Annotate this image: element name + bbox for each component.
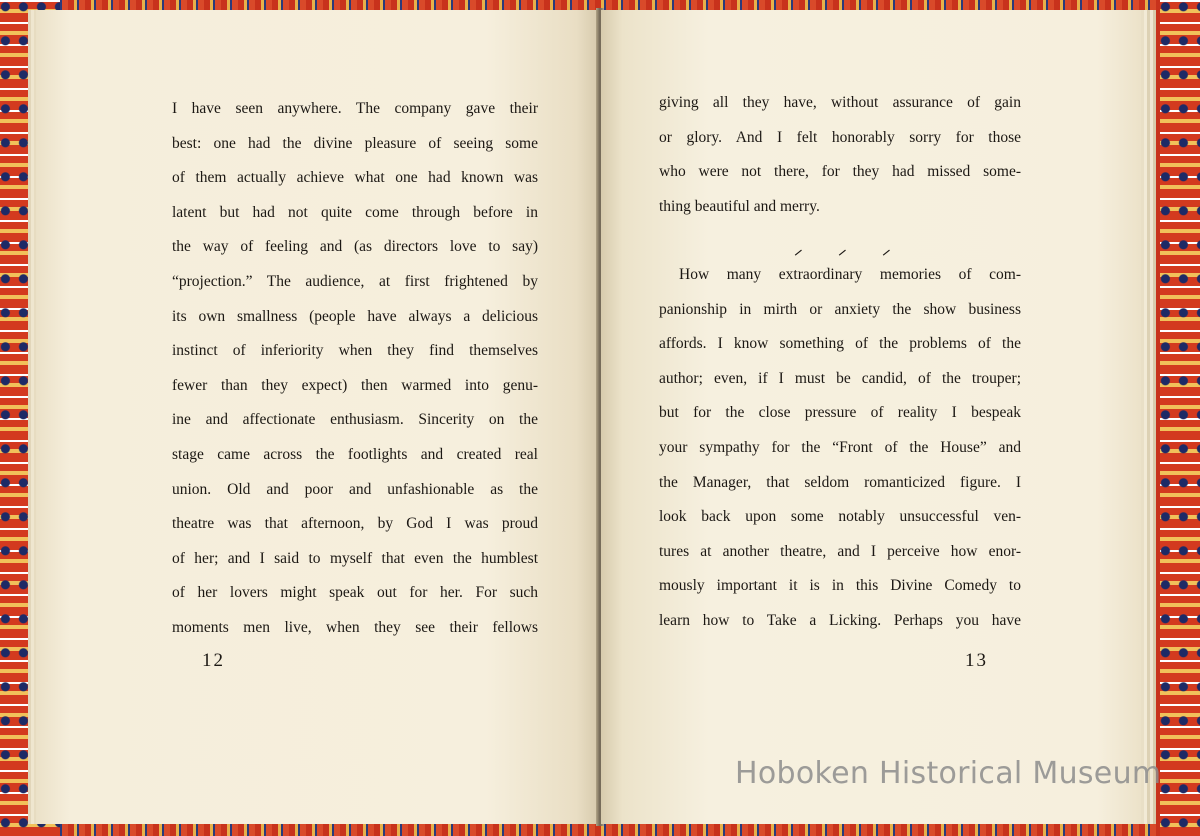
text-line: affords. I know something of the problems of the <box>659 335 1021 353</box>
section-ornament: ⸍ <box>837 249 844 264</box>
text-line: of them actually achieve what one had known was <box>172 169 538 187</box>
museum-watermark: Hoboken Historical Museum <box>735 756 1162 791</box>
text-line: or glory. And I felt honorably sorry for those <box>659 128 1021 146</box>
text-line: moments men live, when they see their fellows <box>172 619 538 636</box>
text-line: its own smallness (people have always a delicious <box>172 307 538 325</box>
left-page <box>36 10 599 824</box>
text-line: look back upon some notably unsuccessful ven- <box>659 508 1021 526</box>
text-line: giving all they have, without assurance of gain <box>659 94 1021 111</box>
text-line: your sympathy for the “Front of the House” and <box>659 439 1021 456</box>
section-ornament: ⸍ <box>793 249 800 264</box>
text-line: the way of feeling and (as directors love to say) <box>172 238 538 256</box>
text-line: “projection.” The audience, at first frightened by <box>172 273 538 290</box>
text-line: I have seen anywhere. The company gave their <box>172 100 538 117</box>
text-line: tures at another theatre, and I perceive how enor- <box>659 542 1021 560</box>
text-line: author; even, if I must be candid, of the trouper; <box>659 369 1021 387</box>
text-line: ine and affectionate enthusiasm. Sincerity on the <box>172 411 538 429</box>
text-line: latent but had not quite come through before in <box>172 203 538 221</box>
right-page <box>601 10 1141 824</box>
text-line: fewer than they expect) then warmed into genu- <box>172 376 538 394</box>
right-page-number: 13 <box>965 650 988 671</box>
section-ornament: ⸍ <box>881 249 888 264</box>
text-line: How many extraordinary memories of com- <box>679 266 1021 283</box>
text-line: of her; and I said to myself that even the humblest <box>172 549 538 567</box>
left-page-number: 12 <box>202 650 225 671</box>
text-line: instinct of inferiority when they find themselves <box>172 342 538 360</box>
text-line: the Manager, that seldom romanticized figure. I <box>659 473 1021 491</box>
text-line: theatre was that afternoon, by God I was proud <box>172 515 538 533</box>
text-line: stage came across the footlights and created real <box>172 446 538 463</box>
text-line: panionship in mirth or anxiety the show business <box>659 300 1021 318</box>
text-line: mously important it is in this Divine Comedy to <box>659 577 1021 595</box>
text-line: but for the close pressure of reality I bespeak <box>659 404 1021 422</box>
text-line: thing beautiful and merry. <box>659 197 820 215</box>
text-line: who were not there, for they had missed some- <box>659 163 1021 181</box>
text-line: of her lovers might speak out for her. For such <box>172 584 538 602</box>
text-line: union. Old and poor and unfashionable as the <box>172 480 538 498</box>
text-line: learn how to Take a Licking. Perhaps you have <box>659 612 1021 629</box>
text-line: best: one had the divine pleasure of seeing some <box>172 134 538 152</box>
right-cover-board <box>1160 0 1200 836</box>
